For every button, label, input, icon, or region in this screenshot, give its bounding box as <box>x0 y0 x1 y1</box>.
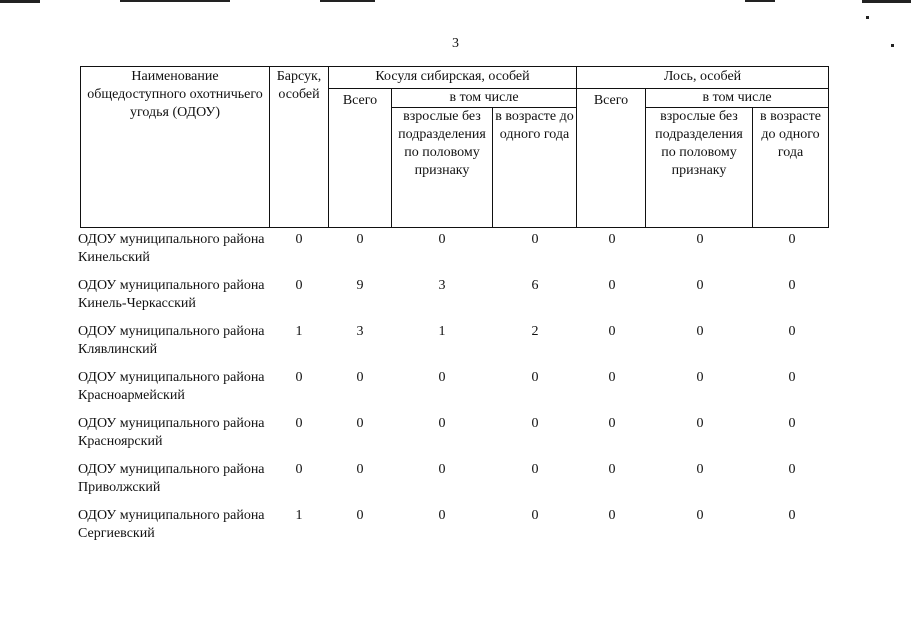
row-name: ОДОУ муниципального района Красноармейский <box>78 370 265 403</box>
roe-total: 0 <box>356 370 364 385</box>
badger-count: 0 <box>295 370 303 385</box>
roe-under-one: 6 <box>531 278 539 293</box>
roe-under-one: 0 <box>531 416 539 431</box>
header-moose-including: в том числе <box>646 89 829 108</box>
moose-under-one: 0 <box>788 416 796 431</box>
roe-under-one: 0 <box>531 462 539 477</box>
header-moose-total: Всего <box>577 89 646 228</box>
roe-total: 0 <box>356 462 364 477</box>
row-name: ОДОУ муниципального района Красноярский <box>78 416 265 449</box>
roe-under-one: 0 <box>531 232 539 247</box>
header-moose: Лось, особей <box>577 67 829 89</box>
moose-adults: 0 <box>696 370 704 385</box>
scan-edge-mark <box>862 0 911 3</box>
roe-total: 0 <box>356 232 364 247</box>
roe-adults: 0 <box>438 370 446 385</box>
moose-total: 0 <box>608 462 616 477</box>
moose-under-one: 0 <box>788 278 796 293</box>
row-name: ОДОУ муниципального района Кинельский <box>78 232 265 265</box>
table-row <box>78 413 838 459</box>
table-body <box>78 229 838 551</box>
roe-total: 9 <box>356 278 364 293</box>
scan-speck <box>866 16 869 19</box>
scan-edge-mark <box>0 0 40 3</box>
moose-total: 0 <box>608 508 616 523</box>
table-row <box>78 505 838 551</box>
badger-count: 0 <box>295 462 303 477</box>
table-row <box>78 275 838 321</box>
roe-total: 0 <box>356 416 364 431</box>
moose-under-one: 0 <box>788 232 796 247</box>
header-roe-adults: взрослые без подразделения по половому признаку <box>392 108 493 228</box>
moose-total: 0 <box>608 370 616 385</box>
moose-total: 0 <box>608 278 616 293</box>
moose-adults: 0 <box>696 508 704 523</box>
table-row <box>78 321 838 367</box>
roe-adults: 0 <box>438 232 446 247</box>
moose-adults: 0 <box>696 232 704 247</box>
row-name: ОДОУ муниципального района Клявлинский <box>78 324 265 357</box>
table-row <box>78 459 838 505</box>
badger-count: 1 <box>295 324 303 339</box>
moose-under-one: 0 <box>788 508 796 523</box>
table-row <box>78 367 838 413</box>
table-header <box>80 66 829 228</box>
roe-adults: 0 <box>438 416 446 431</box>
moose-total: 0 <box>608 324 616 339</box>
header-moose-adults: взрослые без подразделения по половому признаку <box>646 108 753 228</box>
roe-under-one: 0 <box>531 370 539 385</box>
table-row <box>78 229 838 275</box>
roe-under-one: 2 <box>531 324 539 339</box>
page-number: 3 <box>452 36 459 51</box>
header-moose-under-one: в возрасте до одного года <box>753 108 829 228</box>
header-roe-total: Всего <box>329 89 392 228</box>
header-roe-including: в том числе <box>392 89 577 108</box>
scan-edge-mark <box>320 0 375 2</box>
header-roe-deer: Косуля сибирская, особей <box>329 67 577 89</box>
header-name-column: Наименование общедоступного охотничьего угодья (ОДОУ) <box>81 67 270 228</box>
moose-adults: 0 <box>696 324 704 339</box>
roe-adults: 0 <box>438 462 446 477</box>
moose-under-one: 0 <box>788 324 796 339</box>
moose-adults: 0 <box>696 416 704 431</box>
roe-adults: 3 <box>438 278 446 293</box>
row-name: ОДОУ муниципального района Сергиевский <box>78 508 265 541</box>
row-name: ОДОУ муниципального района Кинель-Черкасский <box>78 278 265 311</box>
moose-adults: 0 <box>696 462 704 477</box>
header-badger: Барсук, особей <box>270 67 329 228</box>
moose-adults: 0 <box>696 278 704 293</box>
moose-under-one: 0 <box>788 370 796 385</box>
badger-count: 1 <box>295 508 303 523</box>
roe-adults: 1 <box>438 324 446 339</box>
badger-count: 0 <box>295 278 303 293</box>
roe-adults: 0 <box>438 508 446 523</box>
scan-edge-mark <box>745 0 775 2</box>
row-name: ОДОУ муниципального района Приволжский <box>78 462 265 495</box>
badger-count: 0 <box>295 416 303 431</box>
roe-total: 3 <box>356 324 364 339</box>
moose-total: 0 <box>608 232 616 247</box>
roe-total: 0 <box>356 508 364 523</box>
badger-count: 0 <box>295 232 303 247</box>
roe-under-one: 0 <box>531 508 539 523</box>
scan-edge-mark <box>120 0 230 2</box>
header-roe-under-one: в возрасте до одного года <box>493 108 577 228</box>
moose-under-one: 0 <box>788 462 796 477</box>
moose-total: 0 <box>608 416 616 431</box>
